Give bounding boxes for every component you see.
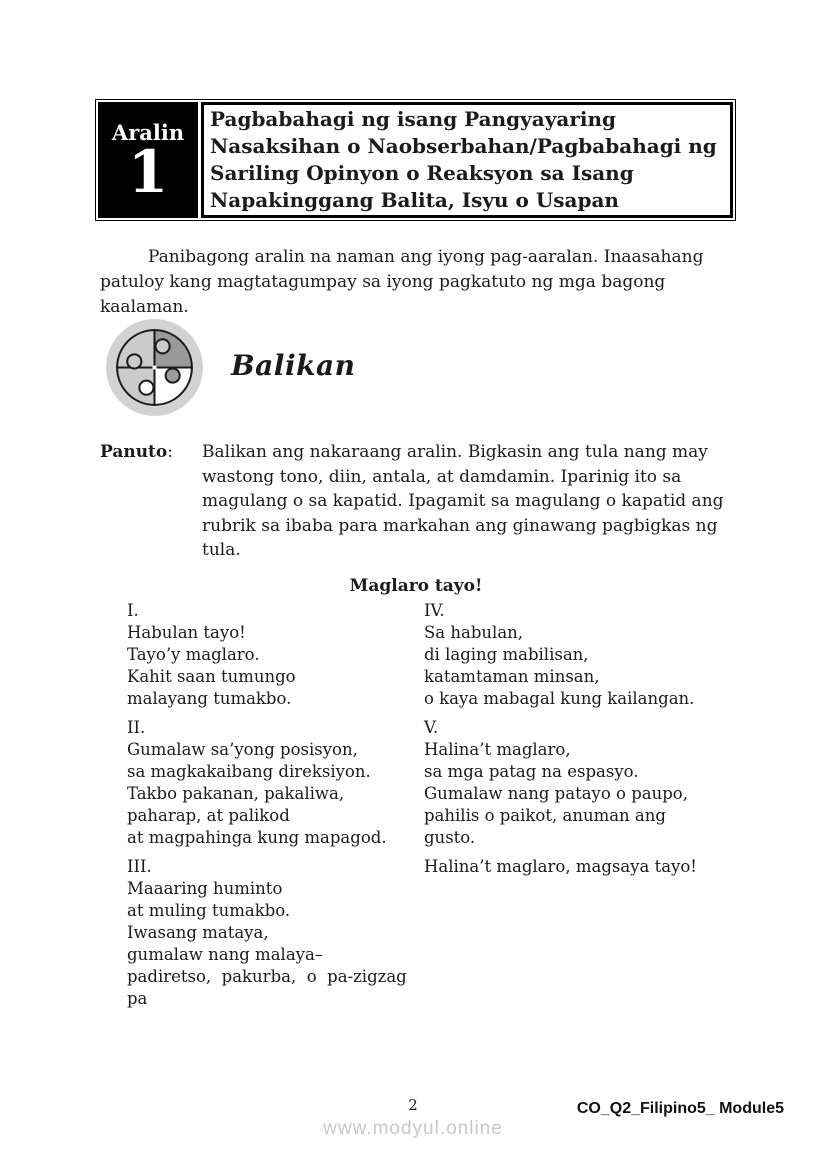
poem-line: II.: [127, 718, 146, 737]
poem-stanza: [424, 717, 721, 849]
text-line: Balikan ang nakaraang aralin. Bigkasin ang tula nang may: [202, 442, 708, 462]
poem-line: at muling tumakbo.: [127, 901, 291, 920]
section-heading: Balikan: [231, 349, 356, 382]
watermark-text: www.modyul.online: [323, 1118, 503, 1139]
poem-line: Kahit saan tumungo: [127, 667, 296, 686]
poem-line: Habulan tayo!: [127, 623, 246, 642]
text-line: Sariling Opinyon o Reaksyon sa Isang: [210, 161, 634, 185]
puzzle-icon: [104, 317, 205, 418]
poem-line: padiretso, pakurba, o pa-zigzag: [127, 967, 407, 986]
poem-stanza: [424, 600, 721, 710]
text-line: rubrik sa ibaba para markahan ang ginawang pagbigkas ng: [202, 515, 718, 536]
panuto-block: [100, 440, 732, 563]
poem: [127, 600, 736, 1017]
text-line: tula.: [202, 540, 241, 560]
text-line: patuloy kang magtatagumpay sa iyong pagkatuto ng mga bagong kaalaman.: [100, 272, 666, 317]
text-line: Nasaksihan o Naobserbahan/Pagbabahagi ng: [210, 134, 717, 158]
poem-right-column: [424, 600, 721, 1017]
poem-line: IV.: [424, 601, 445, 620]
intro-paragraph: [100, 245, 736, 320]
page-number: 2: [408, 1096, 418, 1114]
text-line: Napakinggang Balita, Isyu o Usapan: [210, 188, 619, 212]
lesson-title: [201, 102, 733, 218]
poem-stanza: [127, 600, 424, 710]
poem-left-column: [127, 600, 424, 1017]
panuto-label-text: Panuto: [100, 442, 168, 462]
poem-title: Maglaro tayo!: [349, 576, 483, 596]
poem-line: I.: [127, 601, 139, 620]
lesson-number: 1: [127, 138, 169, 207]
poem-line: di laging mabilisan,: [424, 645, 589, 664]
poem-line: V.: [424, 718, 439, 737]
text-line: Panibagong aralin na naman ang iyong pag-aaralan. Inaasahang: [148, 247, 704, 267]
poem-line: Sa habulan,: [424, 623, 524, 642]
poem-line: pahilis o paikot, anuman ang: [424, 806, 666, 825]
lesson-header-box: [95, 99, 736, 221]
poem-line: Iwasang mataya,: [127, 923, 269, 942]
poem-line: Halina’t maglaro, magsaya tayo!: [424, 857, 697, 876]
poem-line: paharap, at palikod: [127, 806, 290, 825]
poem-stanza: [424, 856, 721, 878]
poem-line: gumalaw nang malaya–: [127, 945, 324, 964]
poem-line: Tayo’y maglaro.: [127, 645, 260, 664]
poem-line: Maaaring huminto: [127, 879, 283, 898]
text-line: Pagbabahagi ng isang Pangyayaring: [210, 107, 616, 131]
poem-line: sa magkakaibang direksiyon.: [127, 762, 371, 781]
text-line: magulang o sa kapatid. Ipagamit sa magulang o kapatid ang: [202, 491, 724, 511]
text-line: wastong tono, diin, antala, at damdamin. Iparinig ito sa: [202, 466, 682, 487]
poem-line: Halina’t maglaro,: [424, 740, 571, 759]
poem-line: at magpahinga kung mapagod.: [127, 828, 387, 847]
poem-line: gusto.: [424, 828, 476, 847]
poem-line: pa: [127, 989, 148, 1008]
poem-stanza: [127, 717, 424, 849]
poem-line: Takbo pakanan, pakaliwa,: [127, 784, 345, 803]
lesson-number-cell: [98, 102, 198, 218]
poem-line: o kaya mabagal kung kailangan.: [424, 689, 695, 708]
poem-line: sa mga patag na espasyo.: [424, 762, 639, 781]
poem-line: malayang tumakbo.: [127, 689, 292, 708]
poem-line: Gumalaw sa’yong posisyon,: [127, 740, 358, 759]
panuto-label: [100, 440, 202, 563]
panuto-colon: :: [167, 442, 173, 462]
lesson-label: Aralin: [111, 119, 185, 145]
poem-stanza: [127, 856, 424, 1010]
panuto-text: [202, 440, 732, 563]
poem-line: katamtaman minsan,: [424, 667, 600, 686]
poem-line: III.: [127, 857, 152, 876]
module-code: CO_Q2_Filipino5_ Module5: [576, 1100, 784, 1117]
poem-line: Gumalaw nang patayo o paupo,: [424, 784, 688, 803]
